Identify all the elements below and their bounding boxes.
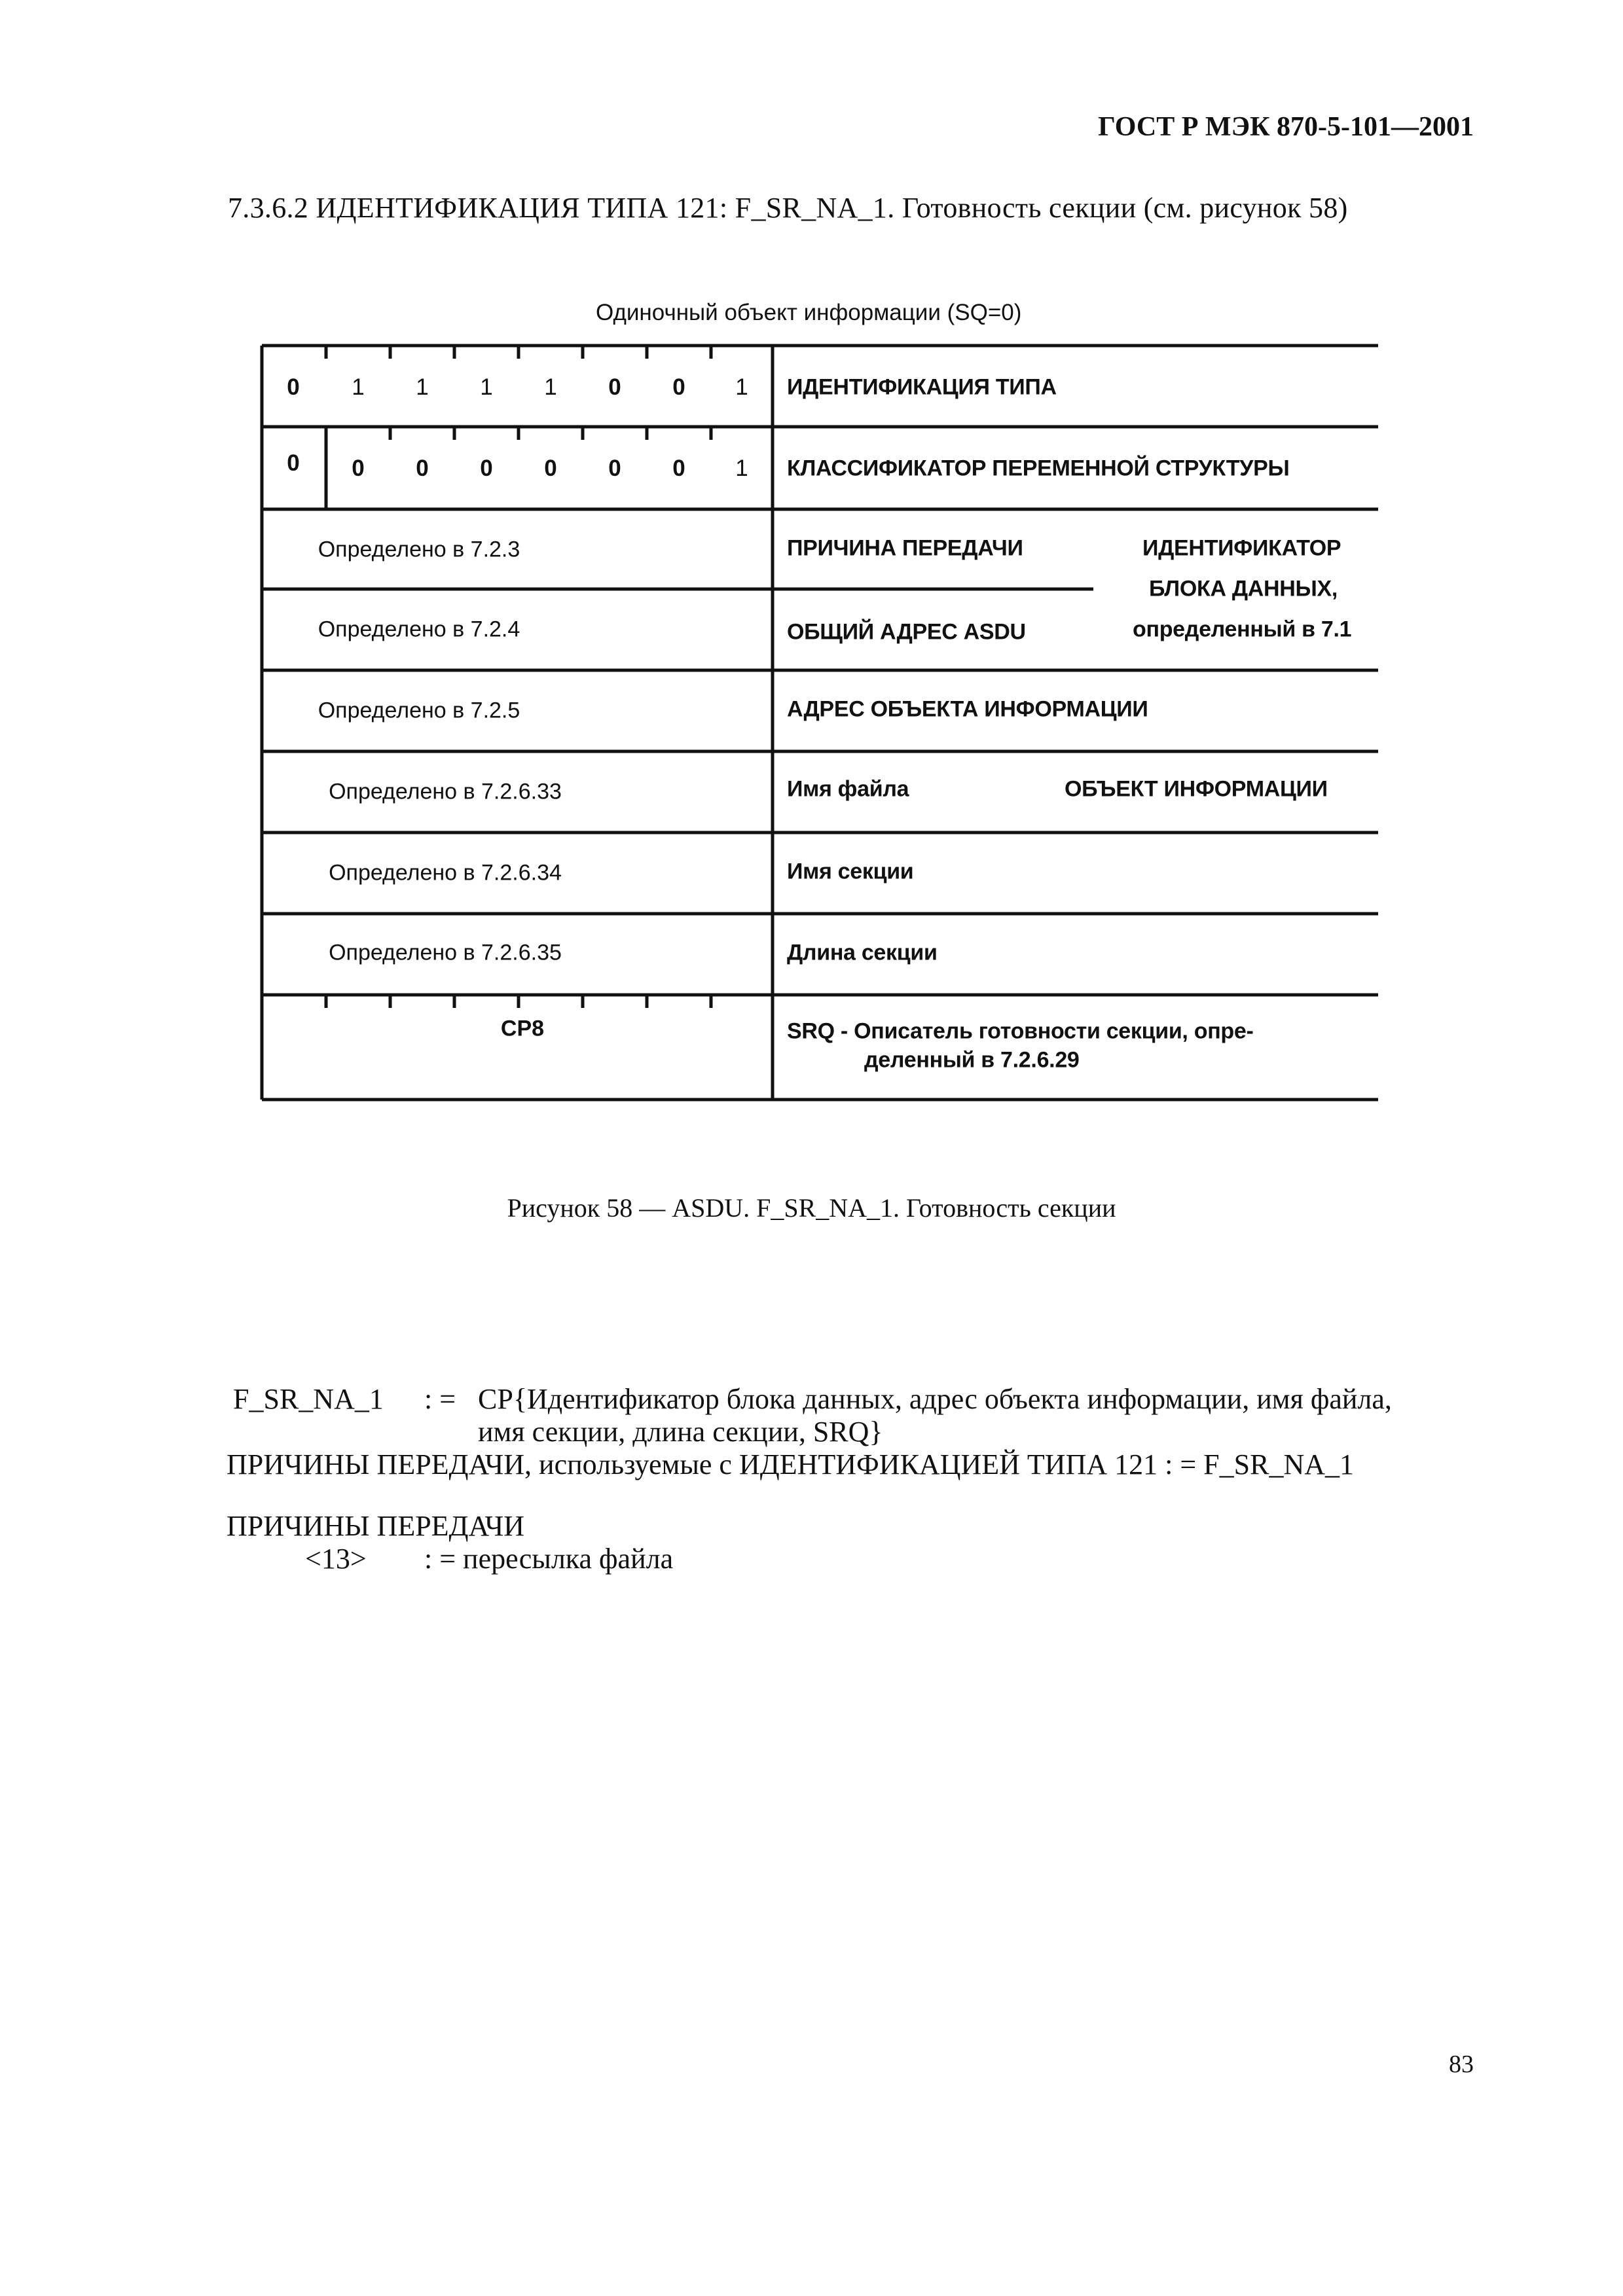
row-section-length-left: Определено в 7.2.6.35: [329, 940, 562, 965]
diagram-title: Одиночный объект информации (SQ=0): [596, 300, 1022, 325]
cause-code: <13>: [305, 1543, 367, 1575]
cause-text: : = пересылка файла: [424, 1543, 674, 1575]
bit-1-4: 1: [544, 374, 557, 400]
bit-2-5: 0: [480, 456, 493, 481]
bit-2-6: 0: [416, 456, 429, 481]
row-cause-right: ПРИЧИНА ПЕРЕДАЧИ: [787, 535, 1023, 561]
bit-1-5: 1: [480, 374, 493, 400]
variable-structure-qualifier-label: КЛАССИФИКАТОР ПЕРЕМЕННОЙ СТРУКТУРЫ: [787, 456, 1290, 481]
definition-assign: : =: [424, 1383, 456, 1415]
bit-2-1: 1: [735, 456, 748, 481]
row-section-length-right: Длина секции: [787, 940, 938, 965]
bit-1-2: 0: [672, 374, 685, 400]
srq-label-line2: деленный в 7.2.6.29: [864, 1047, 1080, 1073]
bit-2-4: 0: [544, 456, 557, 481]
row-common-address-right: ОБЩИЙ АДРЕС ASDU: [787, 619, 1026, 645]
causes-title: ПРИЧИНЫ ПЕРЕДАЧИ: [227, 1510, 525, 1542]
definition-line2: имя секции, длина секции, SRQ}: [478, 1416, 883, 1448]
definition-line1: CP{Идентификатор блока данных, адрес объекта информации, имя файла,: [478, 1383, 1392, 1415]
causes-usage-line: ПРИЧИНЫ ПЕРЕДАЧИ, используемые с ИДЕНТИФИКАЦИЕЙ ТИПА 121 : = F_SR_NA_1: [227, 1448, 1354, 1480]
bit-1-7: 1: [352, 374, 365, 400]
row-section-name-left: Определено в 7.2.6.34: [329, 860, 562, 886]
data-unit-identifier-line2: БЛОКА ДАННЫХ,: [1149, 576, 1338, 601]
definition-name: F_SR_NA_1: [233, 1383, 384, 1415]
bit-1-1: 1: [735, 374, 748, 400]
cp8-label: CP8: [500, 1016, 545, 1041]
document-code: ГОСТ Р МЭК 870-5-101—2001: [1098, 112, 1474, 142]
bit-1-3: 0: [608, 374, 621, 400]
row-file-name-right: Имя файла: [787, 776, 909, 802]
bit-1-8: 0: [287, 374, 300, 400]
page-number: 83: [1449, 2051, 1474, 2078]
row-file-name-left: Определено в 7.2.6.33: [329, 779, 562, 804]
bit-1-6: 1: [416, 374, 429, 400]
bit-2-3: 0: [608, 456, 621, 481]
row-object-address-right: АДРЕС ОБЪЕКТА ИНФОРМАЦИИ: [787, 696, 1148, 722]
bit-2-7: 0: [352, 456, 365, 481]
clause-heading: 7.3.6.2 ИДЕНТИФИКАЦИЯ ТИПА 121: F_SR_NA_1. Готовность секции (см. рисунок 58): [228, 192, 1348, 224]
row-common-address-left: Определено в 7.2.4: [318, 617, 520, 642]
information-object-label: ОБЪЕКТ ИНФОРМАЦИИ: [1065, 776, 1328, 802]
row-object-address-left: Определено в 7.2.5: [318, 698, 520, 723]
figure-caption: Рисунок 58 — ASDU. F_SR_NA_1. Готовность секции: [507, 1193, 1116, 1223]
type-identification-label: ИДЕНТИФИКАЦИЯ ТИПА: [787, 374, 1057, 400]
data-unit-identifier-line1: ИДЕНТИФИКАТОР: [1142, 535, 1341, 561]
bit-2-2: 0: [672, 456, 685, 481]
bit-2-8: 0: [287, 450, 300, 476]
asdu-diagram: [255, 288, 1434, 1139]
srq-label-line1: SRQ - Описатель готовности секции, опре-: [787, 1018, 1254, 1044]
row-cause-left: Определено в 7.2.3: [318, 537, 520, 562]
row-section-name-right: Имя секции: [787, 859, 914, 884]
data-unit-identifier-line3: определенный в 7.1: [1133, 617, 1352, 642]
